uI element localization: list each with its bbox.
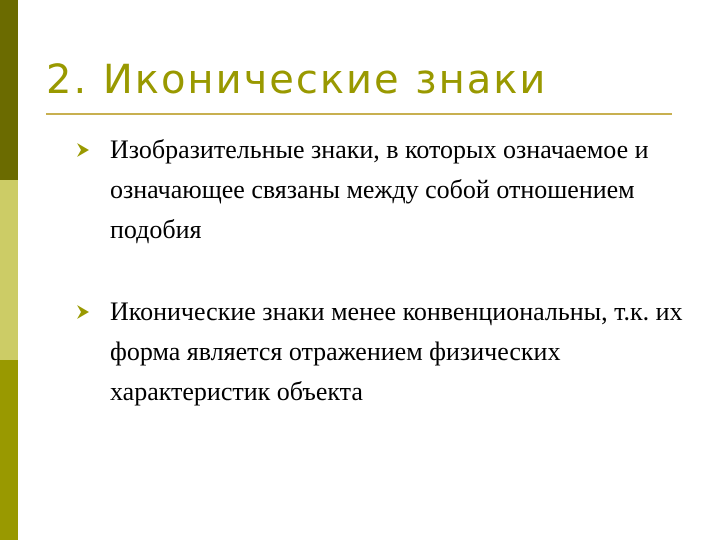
bullet-text: Иконические знаки менее конвенциональны, т.к. их форма является отражением физических характеристик объекта [110, 297, 683, 406]
slide-title: 2. Иконические знаки [46, 57, 548, 103]
sidebar-block-light [0, 180, 18, 360]
sidebar-block-olive [0, 360, 18, 540]
sidebar-block-dark [0, 0, 18, 180]
bullet-item [76, 130, 696, 250]
arrow-bullet-icon [76, 142, 90, 158]
title-underline [46, 113, 672, 115]
bullet-item [76, 292, 696, 412]
bullet-text: Изобразительные знаки, в которых означаемое и означающее связаны между собой отношением подобия [110, 135, 649, 244]
bullet-list [76, 130, 696, 412]
arrow-bullet-icon [76, 304, 90, 320]
